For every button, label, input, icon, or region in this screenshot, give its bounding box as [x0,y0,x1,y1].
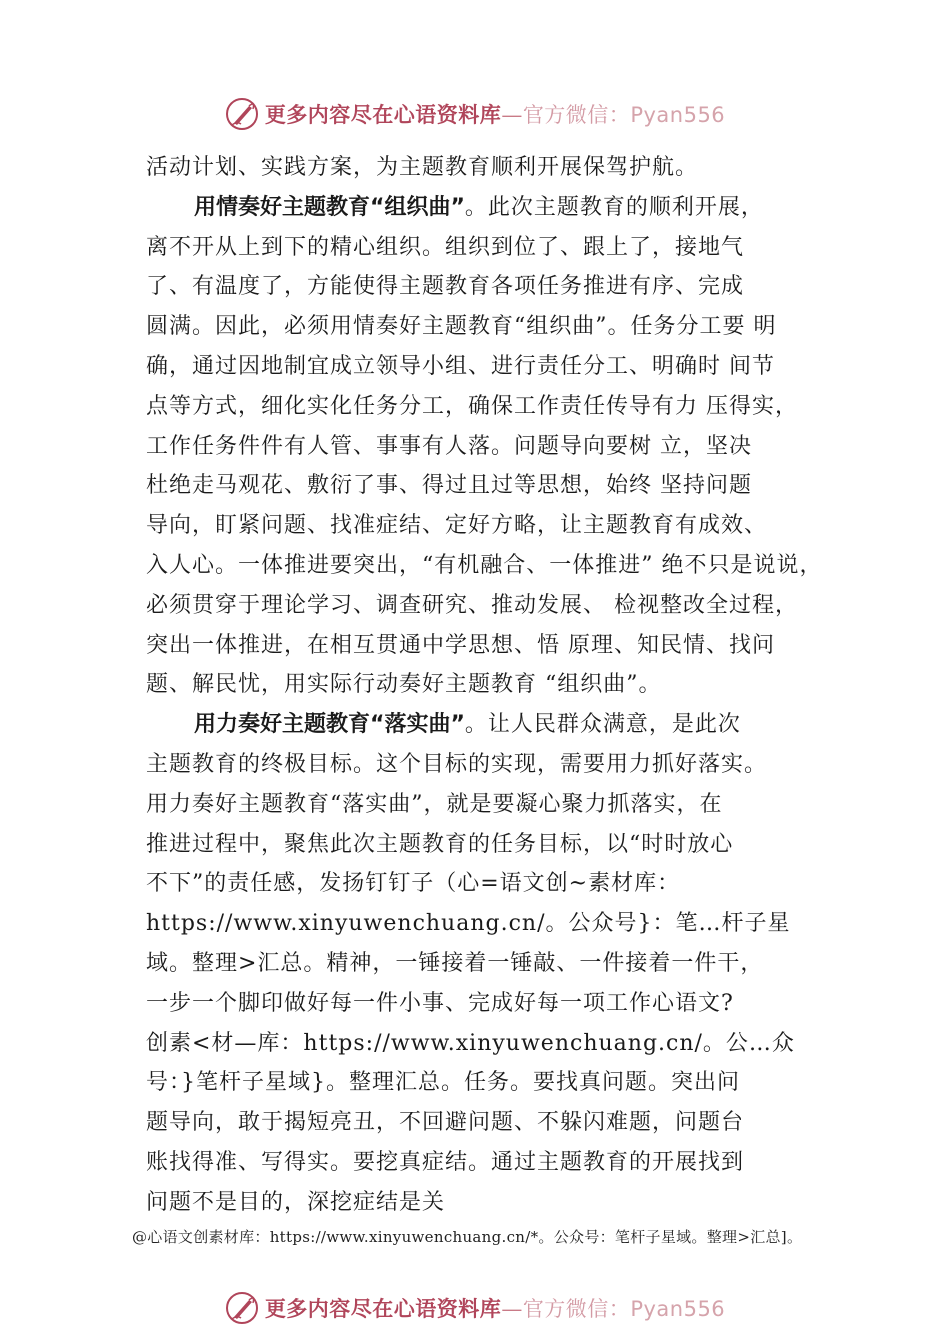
document-body [146,148,846,1223]
banner-wechat-label: 官方微信： [522,103,631,127]
quill-pen-seal-icon [225,1291,259,1325]
section-heading-line [146,188,846,228]
paragraph-line: 导向，盯紧问题、找准症结、定好方略，让主题教育有成效、 [146,513,768,539]
banner-wechat-id: Pyan556 [630,1297,726,1321]
paragraph-line: 入人心。一体推进要突出，“有机融合、一体推进” 绝不只是说说， [146,552,823,578]
banner-dash: — [501,1297,523,1321]
paragraph-line: 一步一个脚印做好每一件小事、完成好每一项工作心语文? [146,990,734,1016]
banner-wechat-label: 官方微信： [522,1297,631,1321]
paragraph-line: 题、解民忧，用实际行动奏好主题教育 “组织曲”。 [146,672,662,698]
paragraph-line: 问题不是目的，深挖症结是关 [146,1189,446,1215]
paragraph-line: 点等方式，细化实化任务分工，确保工作责任传导有力 压得实， [146,393,798,419]
banner-main-text: 更多内容尽在心语资料库 [264,1296,502,1321]
paragraph-line: 必须贯穿于理论学习、调查研究、推动发展、 检视整改全过程， [146,592,798,618]
banner-text [265,1293,725,1323]
banner-text [265,99,725,129]
paragraph-text: 。此次主题教育的顺利开展， [464,194,764,220]
paragraph-line: 圆满。因此，必须用情奏好主题教育“组织曲”。任务分工要 明 [146,314,777,340]
paragraph-text: 。让人民群众满意，是此次 [464,712,741,738]
paragraph-line: 推进过程中，聚焦此次主题教育的任务目标，以“时时放心 [146,831,734,857]
banner-dash: — [501,103,523,127]
paragraph-line: 主题教育的终极目标。这个目标的实现，需要用力抓好落实。 [146,751,768,777]
quill-pen-seal-icon [225,97,259,131]
paragraph-line: 活动计划、实践方案，为主题教育顺利开展保驾护航。 [146,155,699,180]
paragraph-line: 确，通过因地制宜成立领导小组、进行责任分工、明确时 间节 [146,353,775,379]
paragraph-line: 不下”的责任感，发扬钉钉子（心=语文创~素材库： [146,871,681,897]
paragraph-line: 用力奏好主题教育“落实曲”，就是要凝心聚力抓落实，在 [146,791,723,817]
bottom-banner [0,1286,950,1330]
footer-note: @心语文创素材库：https://www.xinyuwenchuang.cn/*。公众号：笔杆子星域。整理>汇总]。 [132,1228,803,1246]
section-heading-line [146,705,846,745]
paragraph-line: 杜绝走马观花、敷衍了事、得过且过等思想，始终 坚持问题 [146,473,752,499]
paragraph-line: 账找得准、写得实。要挖真症结。通过主题教育的开展找到 [146,1149,745,1175]
paragraph-line: 突出一体推进，在相互贯通中学思想、悟 原理、知民情、找问 [146,632,775,658]
paragraph-line: 了、有温度了，方能使得主题教育各项任务推进有序、完成 [146,274,745,300]
paragraph-line: 号：}笔杆子星域}。整理汇总。任务。要找真问题。突出问 [146,1070,740,1096]
banner-main-text: 更多内容尽在心语资料库 [264,102,502,127]
paragraph-line: 题导向，敢于揭短亮丑，不回避问题、不躲闪难题，问题台 [146,1110,745,1136]
banner-wechat-id: Pyan556 [630,103,726,127]
top-banner [0,92,950,136]
paragraph-line: 离不开从上到下的精心组织。组织到位了、跟上了，接地气 [146,234,745,260]
section-heading: 用情奏好主题教育“组织曲” [194,194,465,220]
section-heading: 用力奏好主题教育“落实曲” [194,712,465,738]
paragraph-line-url: https://www.xinyuwenchuang.cn/。公众号}：笔…杆子星 [146,911,791,937]
paragraph-line-url: 创素<材—库：https://www.xinyuwenchuang.cn/。公…众 [146,1030,795,1056]
paragraph-line: 域。整理>汇总。精神，一锤接着一锤敲、一件接着一件干， [146,950,764,976]
paragraph-line: 工作任务件件有人管、事事有人落。问题导向要树 立，坚决 [146,433,752,459]
